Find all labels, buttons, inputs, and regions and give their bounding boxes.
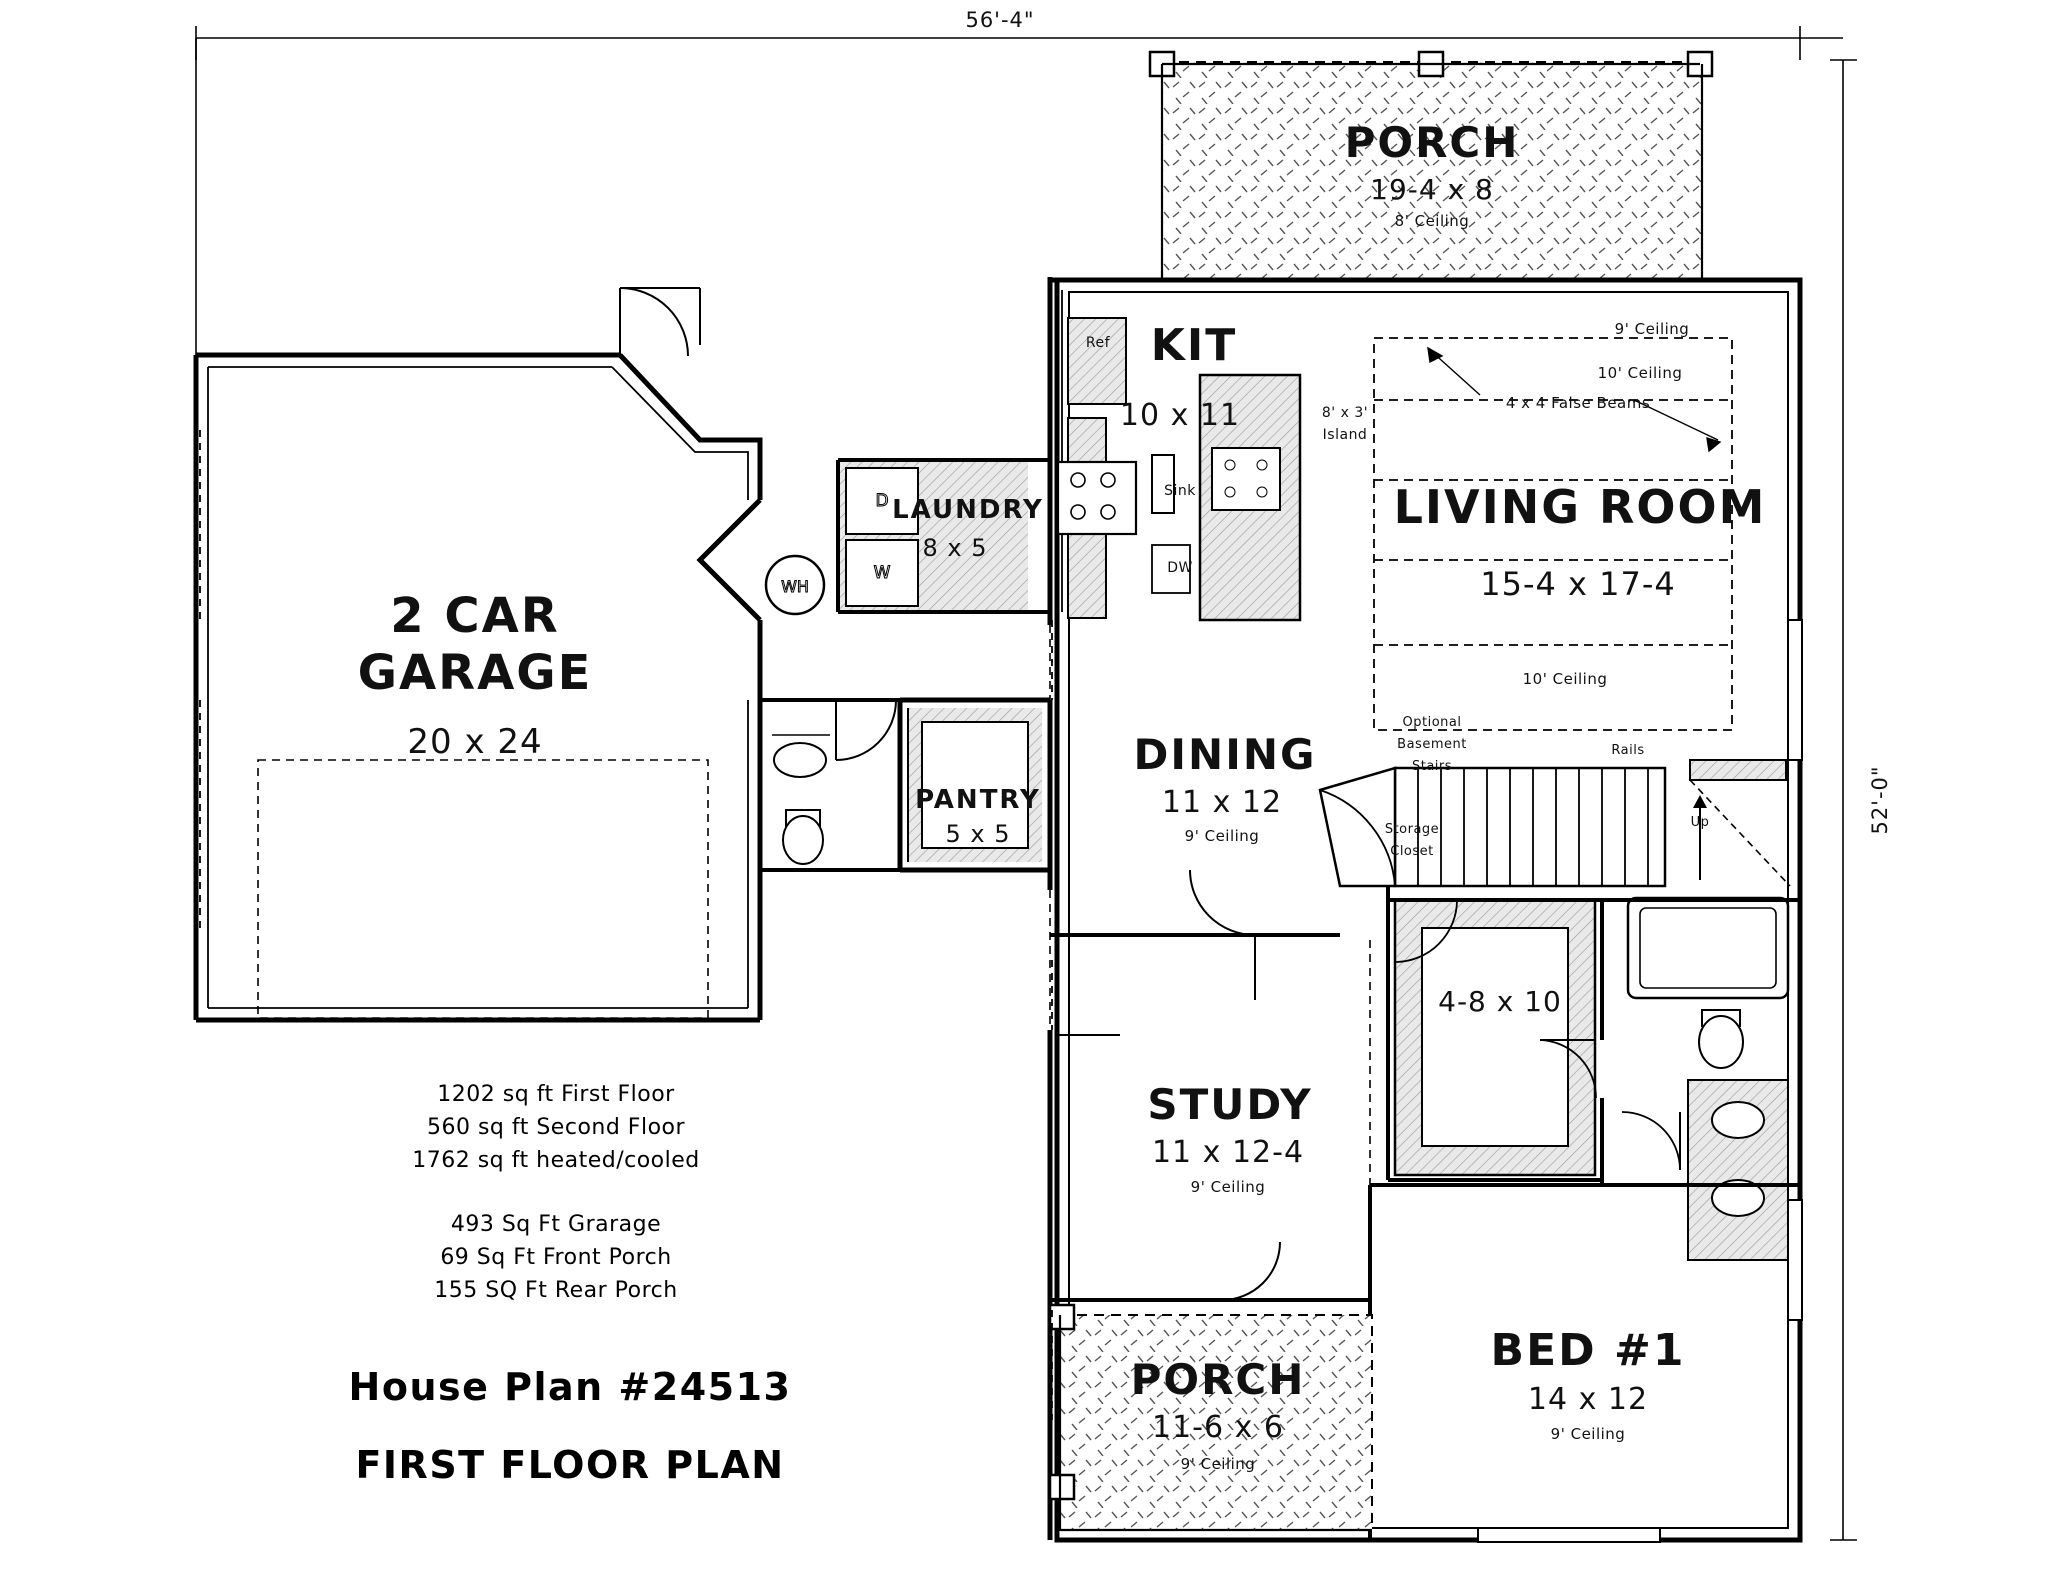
- master-bath: [1395, 898, 1788, 1260]
- stat-first-floor: 1202 sq ft First Floor: [437, 1082, 675, 1107]
- room-label-dining: DINING: [1133, 730, 1317, 779]
- stat-front-porch: 69 Sq Ft Front Porch: [440, 1245, 672, 1270]
- label-island-size: 8' x 3': [1321, 405, 1369, 421]
- label-stairs: Stairs: [1411, 759, 1453, 774]
- room-label-living-room: LIVING ROOM: [1393, 480, 1767, 534]
- stat-second-floor: 560 sq ft Second Floor: [426, 1115, 686, 1140]
- label-ref: Ref: [1085, 335, 1111, 351]
- overall-width-dimension: 56'-4": [965, 8, 1035, 32]
- label-closet: Closet: [1390, 844, 1434, 859]
- label-basement: Basement: [1397, 737, 1467, 752]
- room-label-laundry: LAUNDRY: [892, 495, 1044, 525]
- room-label-bed1: BED #1: [1490, 1325, 1686, 1376]
- room-dim-front-porch: 11-6 x 6: [1152, 1410, 1284, 1445]
- label-sink: Sink: [1164, 483, 1196, 499]
- page-subtitle: FIRST FLOOR PLAN: [355, 1443, 785, 1487]
- room-ceiling-front-porch: 9' Ceiling: [1180, 1455, 1256, 1473]
- stat-rear-porch: 155 SQ Ft Rear Porch: [434, 1278, 678, 1303]
- room-label-front-porch: PORCH: [1130, 1355, 1306, 1404]
- room-dim-kitchen: 10 x 11: [1119, 398, 1241, 433]
- stat-heated-cooled: 1762 sq ft heated/cooled: [412, 1148, 700, 1173]
- room-dim-pantry: 5 x 5: [945, 820, 1011, 848]
- overall-height-dimension: 52'-0": [1868, 765, 1892, 835]
- label-up: Up: [1690, 815, 1710, 830]
- label-false-beams: 4 x 4 False Beams: [1505, 394, 1651, 412]
- room-label-study: STUDY: [1147, 1080, 1313, 1129]
- water-heater: [766, 556, 824, 614]
- room-label-garage-line2: GARAGE: [357, 645, 593, 701]
- label-living-ceiling-10: 10' Ceiling: [1597, 364, 1683, 382]
- room-ceiling-rear-porch: 8' Ceiling: [1394, 212, 1470, 230]
- label-storage: Storage: [1384, 822, 1440, 837]
- room-label-rear-porch: PORCH: [1344, 118, 1520, 167]
- label-rails: Rails: [1611, 743, 1645, 758]
- svg-text:W: W: [873, 563, 891, 583]
- room-ceiling-bed1: 9' Ceiling: [1550, 1425, 1626, 1443]
- room-dim-study: 11 x 12-4: [1151, 1135, 1305, 1170]
- svg-text:D: D: [875, 491, 889, 511]
- label-living-ceiling-10-lower: 10' Ceiling: [1522, 670, 1608, 688]
- label-dw: DW: [1167, 560, 1193, 576]
- interior-door-swings: [1058, 870, 1255, 1035]
- room-label-garage-line1: 2 CAR: [390, 588, 560, 644]
- room-dim-garage: 20 x 24: [407, 722, 543, 762]
- room-dim-bed1: 14 x 12: [1527, 1382, 1649, 1417]
- label-living-ceiling-9: 9' Ceiling: [1614, 320, 1690, 338]
- svg-text:WH: WH: [781, 577, 809, 596]
- room-label-kitchen: KIT: [1150, 320, 1238, 371]
- stat-garage: 493 Sq Ft Grarage: [450, 1212, 662, 1237]
- front-door: [1222, 1242, 1280, 1300]
- room-dim-walk-in-closet: 4-8 x 10: [1438, 985, 1562, 1018]
- room-ceiling-dining: 9' Ceiling: [1184, 827, 1260, 845]
- label-island: Island: [1322, 427, 1368, 443]
- garage-entry-door: [620, 288, 700, 356]
- room-dim-rear-porch: 19-4 x 8: [1370, 173, 1494, 206]
- page-title: House Plan #24513: [348, 1365, 792, 1409]
- room-ceiling-study: 9' Ceiling: [1190, 1178, 1266, 1196]
- label-optional: Optional: [1402, 715, 1462, 730]
- room-label-pantry: PANTRY: [915, 785, 1041, 815]
- powder-bath: [760, 700, 900, 870]
- room-dim-living-room: 15-4 x 17-4: [1480, 565, 1676, 603]
- room-dim-dining: 11 x 12: [1161, 785, 1283, 820]
- room-dim-laundry: 8 x 5: [922, 534, 988, 562]
